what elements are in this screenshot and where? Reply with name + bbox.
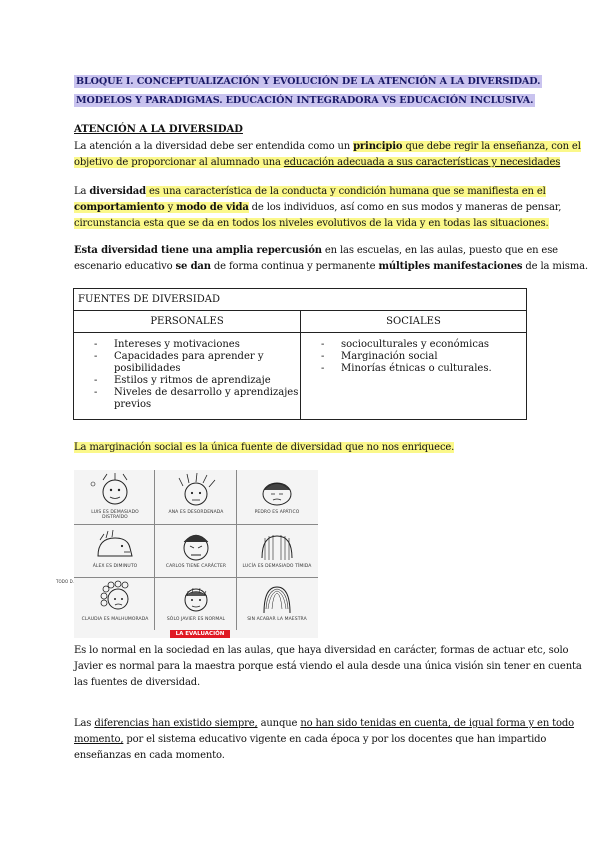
title-line-2: MODELOS Y PARADIGMAS. EDUCACIÓN INTEGRADORA VS EDUCACIÓN INCLUSIVA. [76, 95, 534, 106]
keyword-repercusion: Esta diversidad tiene una amplia repercusión [74, 245, 322, 256]
la-evaluacion-label: LA EVALUACIÓN [170, 630, 230, 638]
list-item: - socioculturales y económicas [301, 339, 526, 351]
keyword-diversidad: diversidad [89, 186, 146, 197]
cartoon-panel-luis: LUIS ES DEMASIADO DISTRAÍDO [78, 472, 152, 522]
paragraph-4: Es lo normal en la sociedad en las aulas, que haya diversidad en carácter, formas de actuar etc, solo Javier es normal para la maestra porque está viendo el aula desde una única visión sin tener en cuenta las fuentes de diversidad. [74, 645, 582, 688]
title-line-1: BLOQUE I. CONCEPTUALIZACIÓN Y EVOLUCIÓN DE LA ATENCIÓN A LA DIVERSIDAD. [76, 76, 541, 87]
keyword-modo-de-vida: modo de vida [176, 202, 249, 213]
sociales-cell [301, 333, 527, 420]
paragraph-5: Las diferencias han existido siempre, aunque no han sido tenidas en cuenta, de igual forma y en todo momento, por el sistema educativo vigente en cada época y por los docentes que han impartido enseñanzas en cada momento. [74, 718, 575, 761]
keyword-educacion-adecuada: educación adecuada a sus características y necesidades [283, 157, 561, 168]
marginacion-sentence: La marginación social es la única fuente de diversidad que no nos enriquece. [74, 442, 455, 453]
paragraph-3: Esta diversidad tiene una amplia repercusión en las escuelas, en las aulas, puesto que en ese escenario educativo se dan de forma continua y permanente múltiples manifestaciones de la misma. [74, 245, 588, 272]
keyword-diferencias: diferencias han existido siempre, [94, 718, 258, 729]
keyword-principio: principio [353, 141, 403, 152]
keyword-multiples-manifestaciones: múltiples manifestaciones [378, 261, 523, 272]
paragraph-1: La atención a la diversidad debe ser entendida como un principio que debe regir la enseñanza, con el objetivo de proporcionar al alumnado una educación adecuada a sus características y necesidades [74, 141, 581, 168]
personales-cell [74, 333, 301, 420]
cartoon-panel-maestra: SIN ACABAR LA MAESTRA [240, 579, 314, 629]
section-heading: ATENCIÓN A LA DIVERSIDAD [74, 124, 243, 135]
list-item: - Minorías étnicas o culturales. [301, 363, 526, 375]
cartoon-panel-javier: SÓLO JAVIER ES NORMAL [159, 579, 233, 629]
la-evaluacion-cartoon [56, 470, 318, 638]
column-header-sociales: SOCIALES [301, 311, 527, 333]
list-item: - Capacidades para aprender y posibilidades [74, 351, 300, 375]
paragraph-2: La diversidad es una característica de la conducta y condición humana que se manifiesta en el comportamiento y modo de vida de los individuos, así como en sus modos y maneras de pensar, circunstancia esta que se da en todos los niveles evolutivos de la vida y en todas las situaciones. [74, 186, 562, 229]
list-item: - Estilos y ritmos de aprendizaje [74, 375, 300, 387]
cartoon-panel-pedro: PEDRO ES APÁTICO [240, 472, 314, 522]
list-item: - Marginación social [301, 351, 526, 363]
list-item: - Niveles de desarrollo y aprendizajes previos [74, 387, 300, 411]
cartoon-panel-carlos: CARLOS TIENE CARÁCTER [159, 526, 233, 576]
fuentes-diversidad-table [73, 288, 527, 420]
cartoon-panel-lucia: LUCÍA ES DEMASIADO TÍMIDA [240, 526, 314, 576]
cartoon-panel-alex: ÁLEX ES DIMINUTO [78, 526, 152, 576]
column-header-personales: PERSONALES [74, 311, 301, 333]
table-title: FUENTES DE DIVERSIDAD [74, 289, 527, 311]
cartoon-panel-ana: ANA ES DESORDENADA [159, 472, 233, 522]
list-item: - Intereses y motivaciones [74, 339, 300, 351]
cartoon-panel-claudia: TODO D. CLAUDIA ES MALHUMORADA [56, 579, 149, 622]
keyword-comportamiento: comportamiento [74, 202, 165, 213]
